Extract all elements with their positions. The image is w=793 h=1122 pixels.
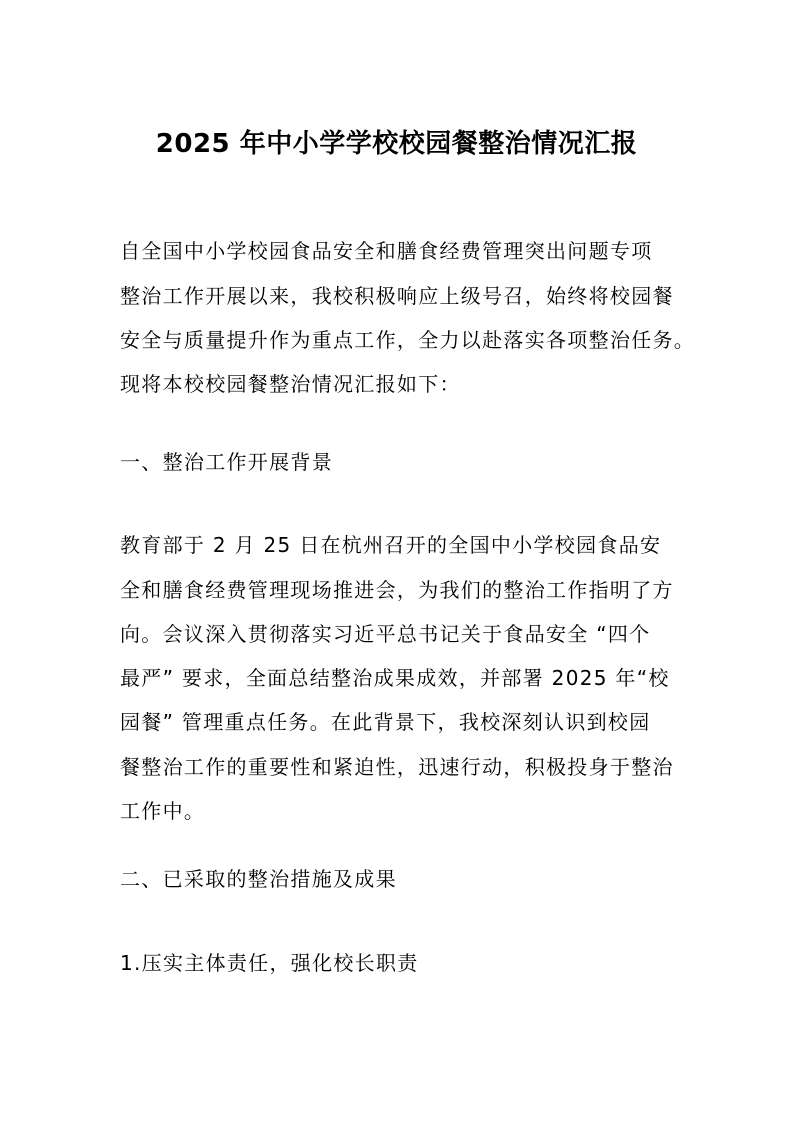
paragraph-line: 教育部于 2 月 25 日在杭州召开的全国中小学校园食品安 <box>120 533 662 557</box>
subsection-heading-responsibility: 1.压实主体责任，强化校长职责 <box>120 951 419 975</box>
section-heading-measures: 二、已采取的整治措施及成果 <box>120 867 397 891</box>
section-heading-background: 一、整治工作开展背景 <box>120 450 333 474</box>
document-title: 2025 年中小学学校校园餐整治情况汇报 <box>155 129 638 159</box>
paragraph-line: 最严” 要求，全面总结整治成果成效，并部署 2025 年“校 <box>120 666 670 690</box>
intro-line: 安全与质量提升作为重点工作，全力以赴落实各项整治任务。 <box>120 328 696 352</box>
paragraph-line: 全和膳食经费管理现场推进会，为我们的整治工作指明了方 <box>120 578 674 602</box>
intro-line: 现将本校校园餐整治情况汇报如下： <box>120 372 461 396</box>
paragraph-line: 向。会议深入贯彻落实习近平总书记关于食品安全 “四个 <box>120 622 651 646</box>
intro-line: 自全国中小学校园食品安全和膳食经费管理突出问题专项 <box>120 239 653 263</box>
paragraph-line: 园餐” 管理重点任务。在此背景下，我校深刻认识到校园 <box>120 710 651 734</box>
paragraph-line: 餐整治工作的重要性和紧迫性，迅速行动，积极投身于整治 <box>120 755 674 779</box>
intro-line: 整治工作开展以来，我校积极响应上级号召，始终将校园餐 <box>120 284 674 308</box>
paragraph-line: 工作中。 <box>120 799 206 823</box>
